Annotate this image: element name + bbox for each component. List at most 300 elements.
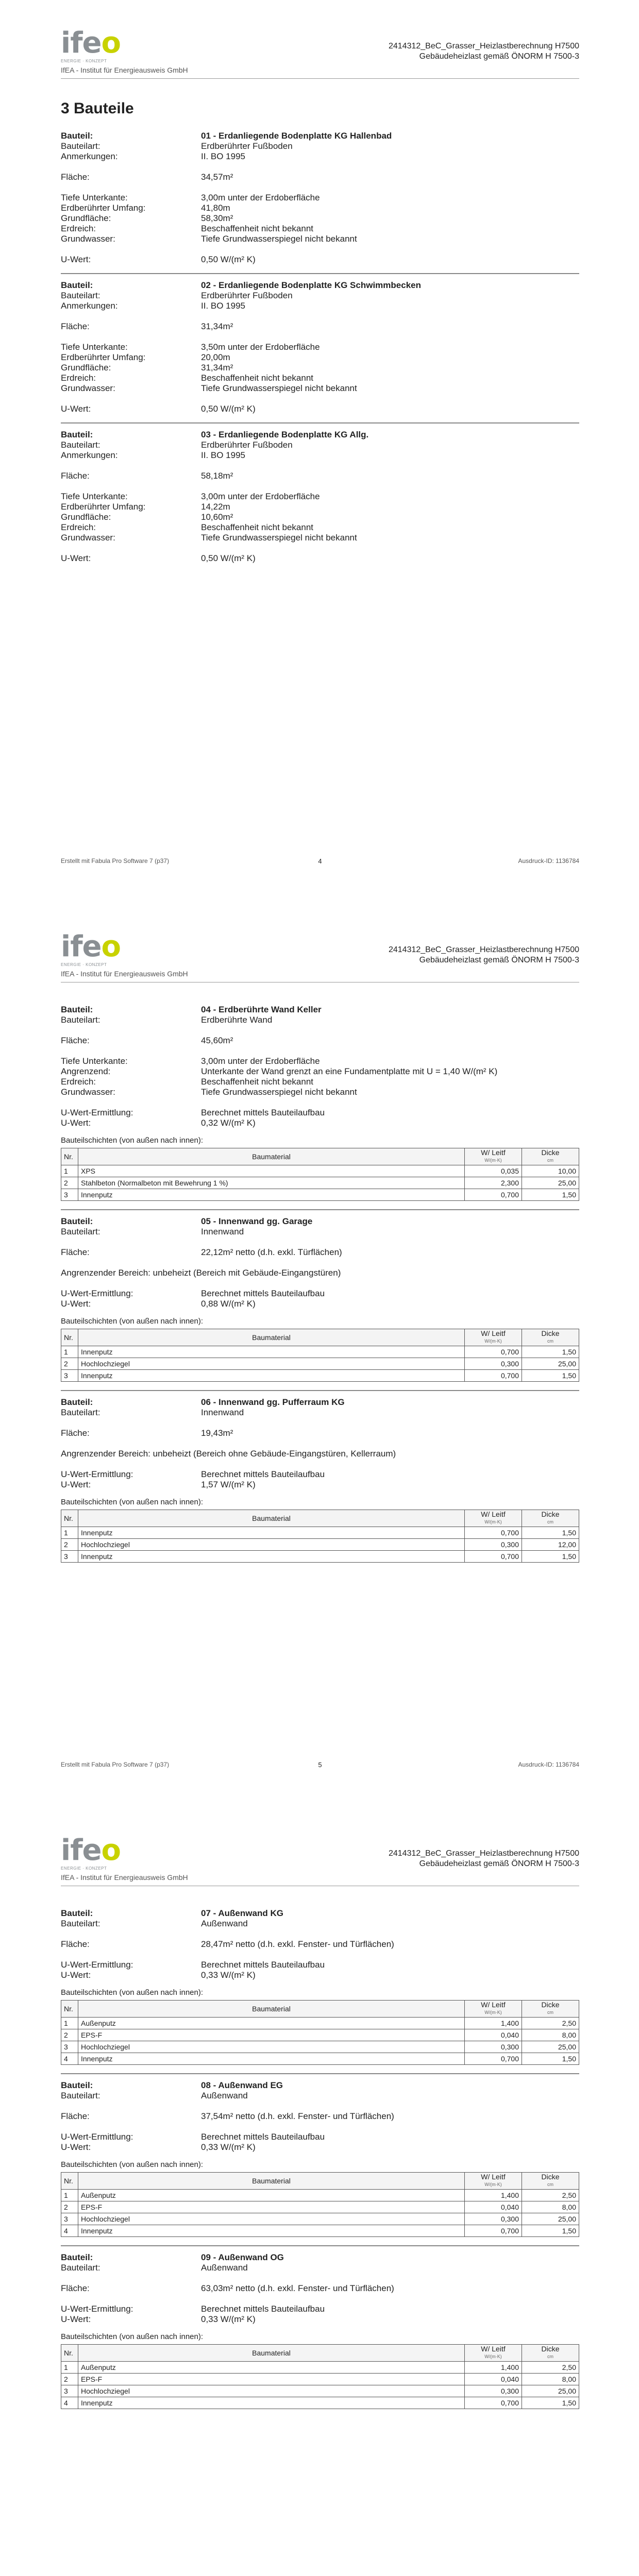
layer-material: Außenputz xyxy=(78,2018,465,2029)
property-value: Außenwand xyxy=(201,2091,248,2100)
col-material-header: Baumaterial xyxy=(78,2001,465,2018)
col-lambda-unit: W/(m·K) xyxy=(484,1519,502,1524)
layer-conductivity: 0,300 xyxy=(465,2385,522,2397)
page-number: 4 xyxy=(318,857,322,865)
property-label: Bauteilart: xyxy=(61,440,100,450)
layers-header-row xyxy=(61,2173,579,2190)
group-gap xyxy=(61,1046,579,1056)
layer-conductivity: 0,300 xyxy=(465,1539,522,1551)
bauteil-label: Bauteil: xyxy=(61,131,93,141)
table-row xyxy=(61,2190,579,2201)
property-label: Angrenzender Bereich: unbeheizt (Bereich mit Gebäude-Eingangstüren) xyxy=(61,1268,341,1278)
col-thickness-title: Dicke xyxy=(541,2001,560,2009)
layer-conductivity: 0,300 xyxy=(465,2213,522,2225)
layer-thickness: 1,50 xyxy=(522,1527,579,1539)
table-row xyxy=(61,2374,579,2385)
property-value: 58,18m² xyxy=(201,471,233,481)
col-thickness-title: Dicke xyxy=(541,2345,560,2353)
layer-conductivity: 0,700 xyxy=(465,1527,522,1539)
layer-nr: 1 xyxy=(61,1527,78,1539)
layer-nr: 3 xyxy=(61,2385,78,2397)
property-value: 0,50 W/(m² K) xyxy=(201,553,256,563)
table-row xyxy=(61,2029,579,2041)
property-label: Bauteilart: xyxy=(61,1015,100,1025)
project-title: 2414312_BeC_Grasser_Heizlastberechnung H7500 xyxy=(388,42,579,50)
col-lambda-header xyxy=(465,2001,522,2018)
table-row xyxy=(61,1165,579,1177)
property-value: II. BO 1995 xyxy=(201,450,245,460)
layer-nr: 2 xyxy=(61,1539,78,1551)
layer-material: Innenputz xyxy=(78,1370,465,1382)
layer-material: Innenputz xyxy=(78,1527,465,1539)
property-value: 37,54m² netto (d.h. exkl. Fenster- und Türflächen) xyxy=(201,2111,394,2121)
layer-conductivity: 0,700 xyxy=(465,2053,522,2065)
property-value: Erdberührter Fußboden xyxy=(201,440,293,450)
layer-thickness: 1,50 xyxy=(522,2053,579,2065)
bauteil-name: 09 - Außenwand OG xyxy=(201,2252,284,2262)
layer-thickness: 1,50 xyxy=(522,1346,579,1358)
layer-thickness: 1,50 xyxy=(522,2397,579,2409)
layer-material: Innenputz xyxy=(78,2225,465,2237)
layer-nr: 2 xyxy=(61,1358,78,1370)
group-gap xyxy=(61,1950,579,1960)
property-value: II. BO 1995 xyxy=(201,151,245,161)
layer-thickness: 1,50 xyxy=(522,1551,579,1563)
property-label: Erdreich: xyxy=(61,1077,96,1087)
layer-thickness: 25,00 xyxy=(522,1358,579,1370)
property-label: U-Wert-Ermittlung: xyxy=(61,1960,133,1970)
property-value: Beschaffenheit nicht bekannt xyxy=(201,373,314,383)
property-value: Berechnet mittels Bauteilaufbau xyxy=(201,1960,325,1970)
col-nr-header: Nr. xyxy=(61,1510,78,1527)
property-value: Innenwand xyxy=(201,1227,244,1236)
layer-material: Innenputz xyxy=(78,2053,465,2065)
layer-material: Hochlochziegel xyxy=(78,1358,465,1370)
property-label: Fläche: xyxy=(61,1036,90,1045)
property-row xyxy=(61,492,579,502)
col-thickness-unit: cm xyxy=(547,2182,553,2187)
bauteil-title-row xyxy=(61,1397,579,1408)
property-row xyxy=(61,502,579,512)
top-spacer xyxy=(61,994,579,1005)
layers-header-row xyxy=(61,2001,579,2018)
bauteil-name: 07 - Außenwand KG xyxy=(201,1908,283,1918)
property-row xyxy=(61,1428,579,1438)
bauteil-title-row xyxy=(61,280,579,291)
table-row xyxy=(61,2041,579,2053)
property-row xyxy=(61,301,579,311)
property-row xyxy=(61,203,579,213)
page-content xyxy=(61,91,579,564)
property-row xyxy=(61,1408,579,1418)
property-value: 3,50m unter der Erdoberfläche xyxy=(201,342,320,352)
page-number: 5 xyxy=(318,1761,322,1769)
block-divider xyxy=(61,2073,579,2074)
property-value: Erdberührter Fußboden xyxy=(201,291,293,300)
property-label: Angrenzend: xyxy=(61,1066,111,1076)
layer-conductivity: 0,700 xyxy=(465,1346,522,1358)
layers-caption: Bauteilschichten (von außen nach innen): xyxy=(61,1988,204,1997)
bauteil-name: 03 - Erdanliegende Bodenplatte KG Allg. xyxy=(201,430,369,439)
property-value: II. BO 1995 xyxy=(201,301,245,311)
layer-conductivity: 0,700 xyxy=(465,1551,522,1563)
property-label: Tiefe Unterkante: xyxy=(61,193,128,202)
group-gap xyxy=(61,1459,579,1469)
col-thickness-title: Dicke xyxy=(541,2173,560,2181)
logo-tagline: ENERGIE · KONZEPT xyxy=(61,962,107,967)
col-thickness-unit: cm xyxy=(547,1158,553,1163)
ifea-logo xyxy=(61,930,159,989)
property-row xyxy=(61,373,579,383)
property-row xyxy=(61,141,579,151)
property-label: U-Wert: xyxy=(61,404,91,414)
col-lambda-unit: W/(m·K) xyxy=(484,1158,502,1163)
bauteil-label: Bauteil: xyxy=(61,1908,93,1918)
property-value: 14,22m xyxy=(201,502,230,512)
property-row xyxy=(61,224,579,234)
property-label: Tiefe Unterkante: xyxy=(61,1056,128,1066)
property-row xyxy=(61,2111,579,2122)
table-row xyxy=(61,2225,579,2237)
layer-nr: 4 xyxy=(61,2053,78,2065)
property-label: U-Wert: xyxy=(61,1970,91,1980)
property-row xyxy=(61,2263,579,2273)
property-label: Fläche: xyxy=(61,2111,90,2121)
layer-conductivity: 0,700 xyxy=(465,2397,522,2409)
bauteil-label: Bauteil: xyxy=(61,1216,93,1226)
group-gap xyxy=(61,1278,579,1289)
property-label: Fläche: xyxy=(61,471,90,481)
property-row xyxy=(61,553,579,564)
project-subtitle: Gebäudeheizlast gemäß ÖNORM H 7500-3 xyxy=(419,52,579,61)
property-row xyxy=(61,1919,579,1929)
property-row xyxy=(61,2304,579,2314)
group-gap xyxy=(61,244,579,255)
table-row xyxy=(61,1177,579,1189)
property-value: 28,47m² netto (d.h. exkl. Fenster- und Türflächen) xyxy=(201,1939,394,1949)
property-label: Erdberührter Umfang: xyxy=(61,203,146,213)
layer-nr: 2 xyxy=(61,1177,78,1189)
col-nr-header: Nr. xyxy=(61,2345,78,2362)
property-label: Erdreich: xyxy=(61,522,96,532)
property-row xyxy=(61,1289,579,1299)
bauteil-title-row xyxy=(61,2080,579,2091)
property-value: 19,43m² xyxy=(201,1428,233,1438)
layer-conductivity: 0,300 xyxy=(465,2041,522,2053)
col-lambda-unit: W/(m·K) xyxy=(484,2010,502,2015)
col-lambda-header xyxy=(465,1148,522,1165)
property-label: Anmerkungen: xyxy=(61,151,118,161)
property-label: U-Wert-Ermittlung: xyxy=(61,1289,133,1298)
layer-nr: 2 xyxy=(61,2029,78,2041)
property-value: 0,88 W/(m² K) xyxy=(201,1299,256,1309)
project-header xyxy=(389,1849,579,1869)
institute-name: IfEA - Institut für Energieausweis GmbH xyxy=(61,970,188,978)
bauteil-name: 05 - Innenwand gg. Garage xyxy=(201,1216,313,1226)
layer-thickness: 25,00 xyxy=(522,2041,579,2053)
property-value: 0,33 W/(m² K) xyxy=(201,2142,256,2152)
bauteil-title-row xyxy=(61,1005,579,1015)
layer-conductivity: 1,400 xyxy=(465,2362,522,2374)
property-value: Berechnet mittels Bauteilaufbau xyxy=(201,1108,325,1117)
layers-table xyxy=(61,1510,579,1563)
layers-caption: Bauteilschichten (von außen nach innen): xyxy=(61,2332,204,2341)
property-value: 3,00m unter der Erdoberfläche xyxy=(201,193,320,202)
group-gap xyxy=(61,1258,579,1268)
layer-thickness: 25,00 xyxy=(522,2385,579,2397)
property-row xyxy=(61,1227,579,1237)
layer-thickness: 10,00 xyxy=(522,1165,579,1177)
property-label: Fläche: xyxy=(61,2283,90,2293)
col-lambda-title: W/ Leitf xyxy=(481,2001,506,2009)
ifea-logo xyxy=(61,26,159,86)
layer-material: Innenputz xyxy=(78,1346,465,1358)
col-nr-header: Nr. xyxy=(61,2001,78,2018)
block-divider xyxy=(61,1209,579,1210)
block-divider xyxy=(61,2245,579,2246)
logo-letters: ife xyxy=(61,930,102,963)
property-label: Bauteilart: xyxy=(61,1408,100,1417)
col-lambda-title: W/ Leitf xyxy=(481,1329,506,1337)
layer-material: EPS-F xyxy=(78,2029,465,2041)
property-row xyxy=(61,522,579,533)
col-lambda-header xyxy=(465,1329,522,1346)
property-value: Tiefe Grundwasserspiegel nicht bekannt xyxy=(201,533,357,543)
property-row xyxy=(61,1960,579,1970)
logo-accent-o: o xyxy=(101,26,121,60)
property-row xyxy=(61,1066,579,1077)
col-thickness-header xyxy=(522,2001,579,2018)
property-label: Bauteilart: xyxy=(61,141,100,151)
layers-caption: Bauteilschichten (von außen nach innen): xyxy=(61,2160,204,2169)
property-label: U-Wert-Ermittlung: xyxy=(61,2304,133,2314)
property-label: U-Wert: xyxy=(61,2314,91,2324)
group-gap xyxy=(61,182,579,193)
property-value: 41,80m xyxy=(201,203,230,213)
property-row xyxy=(61,172,579,182)
layer-nr: 3 xyxy=(61,1551,78,1563)
property-label: Bauteilart: xyxy=(61,1227,100,1236)
col-lambda-unit: W/(m·K) xyxy=(484,2354,502,2359)
property-row xyxy=(61,450,579,461)
group-gap xyxy=(61,162,579,172)
table-row xyxy=(61,2397,579,2409)
layer-thickness: 1,50 xyxy=(522,1370,579,1382)
table-row xyxy=(61,2362,579,2374)
layer-thickness: 25,00 xyxy=(522,2213,579,2225)
property-row xyxy=(61,2283,579,2294)
project-header xyxy=(389,41,579,62)
property-value: Berechnet mittels Bauteilaufbau xyxy=(201,1469,325,1479)
bauteil-block xyxy=(61,1216,579,1382)
col-material-header: Baumaterial xyxy=(78,2345,465,2362)
property-label: Angrenzender Bereich: unbeheizt (Bereich ohne Gebäude-Eingangstüren, Kellerraum) xyxy=(61,1449,396,1459)
layers-header-row xyxy=(61,1510,579,1527)
document-page xyxy=(0,0,639,904)
layers-table xyxy=(61,2000,579,2065)
top-spacer xyxy=(61,1898,579,1908)
layers-table xyxy=(61,1329,579,1382)
group-gap xyxy=(61,311,579,321)
col-thickness-title: Dicke xyxy=(541,1329,560,1337)
property-value: Außenwand xyxy=(201,2263,248,2273)
layer-material: EPS-F xyxy=(78,2374,465,2385)
project-subtitle: Gebäudeheizlast gemäß ÖNORM H 7500-3 xyxy=(419,956,579,964)
layer-thickness: 25,00 xyxy=(522,1177,579,1189)
bauteil-title-row xyxy=(61,1908,579,1919)
logo-wordmark xyxy=(61,1836,159,1865)
group-gap xyxy=(61,1929,579,1939)
group-gap xyxy=(61,2273,579,2283)
property-row xyxy=(61,2142,579,2153)
property-value: 34,57m² xyxy=(201,172,233,182)
project-header xyxy=(389,945,579,965)
property-row xyxy=(61,193,579,203)
property-label: U-Wert-Ermittlung: xyxy=(61,2132,133,2142)
group-gap xyxy=(61,1418,579,1428)
property-row xyxy=(61,1469,579,1480)
table-row xyxy=(61,2213,579,2225)
footer-software: Erstellt mit Fabula Pro Software 7 (p37) xyxy=(61,857,170,865)
layer-conductivity: 2,300 xyxy=(465,1177,522,1189)
bauteil-block xyxy=(61,2080,579,2237)
page-content xyxy=(61,1898,579,2409)
property-row xyxy=(61,363,579,373)
bauteil-label: Bauteil: xyxy=(61,1005,93,1014)
group-gap xyxy=(61,543,579,553)
table-row xyxy=(61,1539,579,1551)
property-label: Fläche: xyxy=(61,1939,90,1949)
property-value: 0,32 W/(m² K) xyxy=(201,1118,256,1128)
layers-header-row xyxy=(61,2345,579,2362)
col-thickness-title: Dicke xyxy=(541,1148,560,1157)
bauteil-name: 02 - Erdanliegende Bodenplatte KG Schwimmbecken xyxy=(201,280,421,290)
group-gap xyxy=(61,394,579,404)
col-lambda-title: W/ Leitf xyxy=(481,1510,506,1518)
property-row xyxy=(61,1299,579,1309)
col-thickness-header xyxy=(522,1329,579,1346)
layer-nr: 3 xyxy=(61,1370,78,1382)
layer-material: EPS-F xyxy=(78,2201,465,2213)
property-value: 31,34m² xyxy=(201,363,233,372)
page-content xyxy=(61,994,579,1563)
layer-material: Außenputz xyxy=(78,2362,465,2374)
table-row xyxy=(61,2201,579,2213)
property-row xyxy=(61,342,579,352)
property-row xyxy=(61,471,579,481)
layer-conductivity: 0,040 xyxy=(465,2029,522,2041)
property-value: Unterkante der Wand grenzt an eine Fundamentplatte mit U = 1,40 W/(m² K) xyxy=(201,1066,498,1076)
property-row xyxy=(61,2314,579,2325)
bauteil-block xyxy=(61,430,579,564)
bauteil-name: 01 - Erdanliegende Bodenplatte KG Hallenbad xyxy=(201,131,392,141)
bauteil-label: Bauteil: xyxy=(61,280,93,290)
col-thickness-unit: cm xyxy=(547,2010,553,2015)
property-value: Tiefe Grundwasserspiegel nicht bekannt xyxy=(201,234,357,244)
col-thickness-header xyxy=(522,1510,579,1527)
col-lambda-unit: W/(m·K) xyxy=(484,2182,502,2187)
table-row xyxy=(61,2018,579,2029)
property-label: U-Wert: xyxy=(61,2142,91,2152)
property-label: Erdreich: xyxy=(61,373,96,383)
bauteil-title-row xyxy=(61,1216,579,1227)
col-lambda-header xyxy=(465,2345,522,2362)
layers-header-row xyxy=(61,1148,579,1165)
group-gap xyxy=(61,1025,579,1036)
layer-material: Hochlochziegel xyxy=(78,2385,465,2397)
block-divider xyxy=(61,273,579,274)
layer-nr: 1 xyxy=(61,1165,78,1177)
property-label: Bauteilart: xyxy=(61,2091,100,2100)
group-gap xyxy=(61,1237,579,1247)
property-value: Beschaffenheit nicht bekannt xyxy=(201,522,314,532)
property-row xyxy=(61,1056,579,1066)
property-row xyxy=(61,352,579,363)
property-value: 45,60m² xyxy=(201,1036,233,1045)
property-label: U-Wert: xyxy=(61,255,91,264)
layers-caption: Bauteilschichten (von außen nach innen): xyxy=(61,1317,204,1326)
property-label: Fläche: xyxy=(61,1428,90,1438)
col-material-header: Baumaterial xyxy=(78,1148,465,1165)
layer-nr: 1 xyxy=(61,2018,78,2029)
property-label: Grundwasser: xyxy=(61,533,115,543)
layers-header-row xyxy=(61,1329,579,1346)
layer-nr: 1 xyxy=(61,2190,78,2201)
property-label: Erdberührter Umfang: xyxy=(61,502,146,512)
col-lambda-title: W/ Leitf xyxy=(481,1148,506,1157)
layer-material: Hochlochziegel xyxy=(78,2213,465,2225)
col-lambda-title: W/ Leitf xyxy=(481,2345,506,2353)
property-value: Erdberührte Wand xyxy=(201,1015,273,1025)
section-title: 3 Bauteile xyxy=(61,100,134,117)
bauteil-name: 06 - Innenwand gg. Pufferraum KG xyxy=(201,1397,345,1407)
property-value: Erdberührter Fußboden xyxy=(201,141,293,151)
property-row xyxy=(61,1970,579,1980)
property-value: Berechnet mittels Bauteilaufbau xyxy=(201,2304,325,2314)
bauteil-block xyxy=(61,280,579,414)
layer-nr: 1 xyxy=(61,1346,78,1358)
table-row xyxy=(61,1527,579,1539)
layer-nr: 4 xyxy=(61,2225,78,2237)
group-gap xyxy=(61,2294,579,2304)
group-gap xyxy=(61,332,579,342)
property-row xyxy=(61,1247,579,1258)
layers-caption: Bauteilschichten (von außen nach innen): xyxy=(61,1498,204,1506)
property-label: U-Wert: xyxy=(61,1480,91,1489)
col-lambda-header xyxy=(465,2173,522,2190)
property-row xyxy=(61,1087,579,1097)
layer-nr: 2 xyxy=(61,2201,78,2213)
property-label: Grundwasser: xyxy=(61,1087,115,1097)
layer-conductivity: 0,040 xyxy=(465,2201,522,2213)
layer-material: Hochlochziegel xyxy=(78,2041,465,2053)
property-label: Fläche: xyxy=(61,172,90,182)
bauteil-name: 04 - Erdberührte Wand Keller xyxy=(201,1005,322,1014)
group-gap xyxy=(61,2122,579,2132)
bauteil-name: 08 - Außenwand EG xyxy=(201,2080,283,2090)
institute-name: IfEA - Institut für Energieausweis GmbH xyxy=(61,1873,188,1882)
layer-thickness: 1,50 xyxy=(522,1189,579,1201)
property-value: 31,34m² xyxy=(201,321,233,331)
layer-conductivity: 0,700 xyxy=(465,1370,522,1382)
property-label: Tiefe Unterkante: xyxy=(61,492,128,501)
layer-material: Außenputz xyxy=(78,2190,465,2201)
group-gap xyxy=(61,461,579,471)
group-gap xyxy=(61,1438,579,1449)
layer-nr: 3 xyxy=(61,2213,78,2225)
layers-table xyxy=(61,1148,579,1201)
property-label: Grundfläche: xyxy=(61,512,111,522)
